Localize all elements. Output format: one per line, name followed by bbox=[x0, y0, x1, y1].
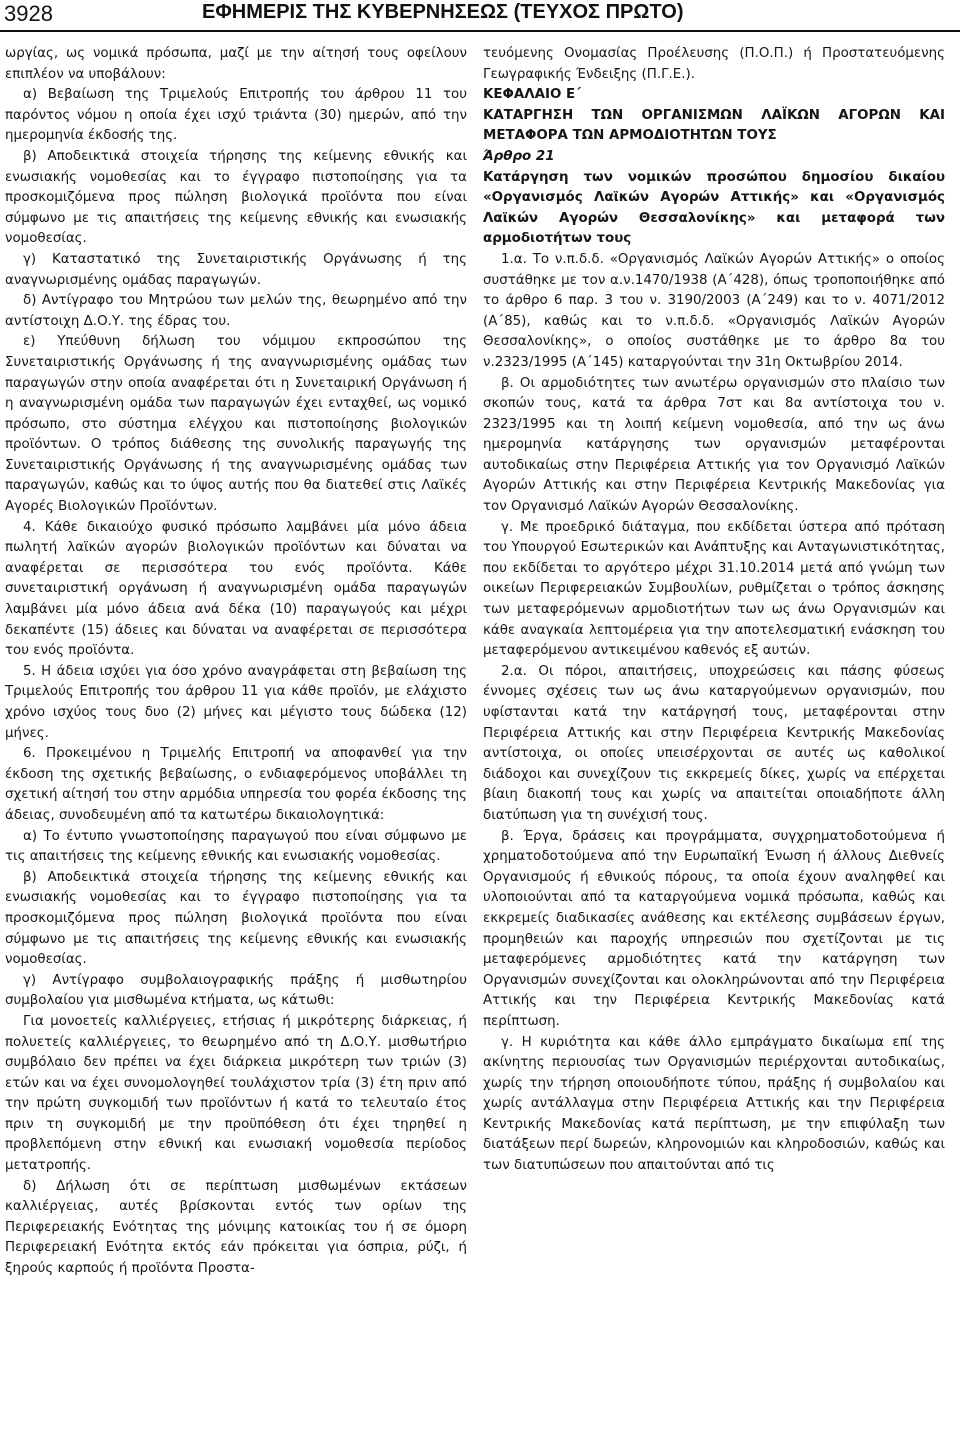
paragraph: ωργίας, ως νομικά πρόσωπα, μαζί με την αίτησή τους οφείλουν επιπλέον να υποβάλουν: bbox=[5, 46, 467, 82]
paragraph: τευόμενης Ονομασίας Προέλευσης (Π.Ο.Π.) ή Προστατευόμενης Γεωγραφικής Ένδειξης (Π.Γ.Ε.). bbox=[483, 46, 945, 82]
paragraph: δ) Αντίγραφο του Μητρώου των μελών της, θεωρημένο από την αντίστοιχη Δ.Ο.Υ. της έδρας του. bbox=[5, 293, 467, 329]
paragraph: ε) Υπεύθυνη δήλωση του νόμιμου εκπροσώπου της Συνεταιριστικής Οργάνωσης ή της αναγνωρισμένης ομάδας των παραγωγών στην οποία αναφέρεται ότι η Συνεταιρική Οργάνωση ή η αναγνωρισμένη ομάδα των παραγωγών έχει ενταχθεί, ως νομικό πρόσωπο, στο σύστημα ελέγχου και πιστοποίησης βιολογικών προϊόντων. Ο τρόπος διάθεσης της συνολικής παραγωγής της Συνεταιριστικής Οργάνωσης ή της αναγνωρισμένης ομάδας των παραγωγών, καθώς και το ύψος αυτής που θα διατεθεί στις Λαϊκές Αγορές Βιολογικών Προϊόντων. bbox=[5, 334, 467, 515]
paragraph: γ) Καταστατικό της Συνεταιριστικής Οργάνωσης ή της αναγνωρισμένης ομάδας παραγωγών. bbox=[5, 251, 467, 288]
journal-title: ΕΦΗΜΕΡΙΣ ΤΗΣ ΚΥΒΕΡΝΗΣΕΩΣ (ΤΕΥΧΟΣ ΠΡΩΤΟ) bbox=[202, 1, 684, 23]
page-number: 3928 bbox=[4, 1, 53, 26]
paragraph: γ. Με προεδρικό διάταγμα, που εκδίδεται ύστερα από πρόταση του Υπουργού Εσωτερικών και Ανάπτυξης και Ανταγωνιστικότητας, που εκδίδεται το αργότερο μέχρι 31.10.2014 μετά από γνώμη των οικείων Περιφερειακών Συμβουλίων, ρυθμίζεται ο τρόπος άσκησης των μεταφερόμενων αρμοδιοτήτων των ως άνω Οργανισμών και κάθε αναγκαία λεπτομέρεια για την αποτελεσματική ενάσκηση του μεταφερόμενου αντικειμένου καθενός εξ αυτών. bbox=[483, 519, 945, 659]
article-number: Άρθρο 21 bbox=[483, 148, 555, 164]
paragraph: α) Βεβαίωση της Τριμελούς Επιτροπής του άρθρου 11 του παρόντος νόμου η οποία έχει ισχύ τριάντα (30) ημερών, από την ημερομηνία έκδοσής της. bbox=[5, 87, 467, 144]
article-title: Κατάργηση των νομικών προσώπου δημοσίου δικαίου «Οργανισμός Λαϊκών Αγορών Αττικής» και «Οργανισμός Λαϊκών Αγορών Θεσσαλονίκης» και μεταφορά των αρμοδιοτήτων τους bbox=[483, 169, 945, 247]
paragraph: δ) Δήλωση ότι σε περίπτωση μισθωμένων εκτάσεων καλλιέργειας, αυτές βρίσκονται εντός των ορίων της Περιφερειακής Ενότητας της μόνιμης κατοικίας του ή σε όμορη Περιφερειακή Ενότητα εκτός εάν πρόκειται για όσπρια, ρύζι, ή ξηρούς καρπούς ή προϊόντα Προστα- bbox=[5, 1178, 467, 1277]
paragraph: β. Οι αρμοδιότητες των ανωτέρω οργανισμών στο πλαίσιο των σκοπών τους, κατά τα άρθρα 7στ και 8α αντίστοιχα του ν. 2323/1995 και τη λοιπή κείμενη νομοθεσία, από την ως άνω ημερομηνία κατάργησης των οργανισμών μεταφέρονται αυτοδικαίως στην Περιφέρεια Αττικής για τον Οργανισμό Λαϊκών Αγορών Αττικής και στην Περιφέρεια Κεντρικής Μακεδονίας για τον Οργανισμό Λαϊκών Αγορών Θεσσαλονίκης. bbox=[483, 375, 945, 515]
right-column bbox=[483, 44, 945, 1177]
paragraph: Για μονοετείς καλλιέργειες, ετήσιας ή μικρότερης διάρκειας, ή πολυετείς καλλιέργειες, το θεωρημένο από τη Δ.Ο.Υ. μισθωτήριο συμβόλαιο δεν πρέπει να έχει διάρκεια μικρότερη των τριών (3) ετών και να έχει συνομολογηθεί τουλάχιστον τρία (3) έτη πριν από την πρώτη συγκομιδή των προϊόντων ή κατά το τελευταίο έτος πριν τη συγκομιδή με την προϋπόθεση ότι έχει τηρηθεί η προβλεπόμενη στην εθνική και ενωσιακή νομοθεσία περίοδος μετατροπής. bbox=[5, 1013, 467, 1174]
paragraph: 5. Η άδεια ισχύει για όσο χρόνο αναγράφεται στη βεβαίωση της Τριμελούς Επιτροπής του άρθρου 11 για κάθε προϊόν, με ελάχιστο χρόνο ισχύος τους δυο (2) μήνες και μέγιστο τους δώδεκα (12) μήνες. bbox=[5, 663, 467, 741]
header-divider bbox=[0, 30, 960, 32]
paragraph: β) Αποδεικτικά στοιχεία τήρησης της κείμενης εθνικής και ενωσιακής νομοθεσίας και το έγγραφο πιστοποίησης για τα προσκομιζόμενα προς πώληση βιολογικά προϊόντα που είναι σύμφωνο με τις απαιτήσεις της κείμενης εθνικής και ενωσιακής νομοθεσίας. bbox=[5, 869, 467, 968]
paragraph: β. Έργα, δράσεις και προγράμματα, συγχρηματοδοτούμενα ή χρηματοδοτούμενα από την Ευρωπαϊκή Ένωση ή άλλους Διεθνείς Οργανισμούς ή εθνικούς πόρους, τα οποία έχουν αναληφθεί και υλοποιούνται από τα καταργούμενα νομικά πρόσωπα, καθώς και εκκρεμείς διαδικασίες ανάθεσης και εκτέλεσης συμβάσεων έργων, προμηθειών και παροχής υπηρεσιών που σχετίζονται με τις μεταφερόμενες αρμοδιότητες κατά την κατάργηση των Οργανισμών συνεχίζονται και ολοκληρώνονται από την Περιφέρεια Αττικής και την Περιφέρεια Κεντρικής Μακεδονίας κατά περίπτωση. bbox=[483, 828, 945, 1029]
chapter-title: ΚΕΦΑΛΑΙΟ Ε΄ bbox=[483, 87, 582, 103]
paragraph: β) Αποδεικτικά στοιχεία τήρησης της κείμενης εθνικής και ενωσιακής νομοθεσίας και το έγγραφο πιστοποίησης για τα προσκομιζόμενα προς πώληση βιολογικά προϊόντα που είναι σύμφωνο με τις απαιτήσεις της κείμενης εθνικής και ενωσιακής νομοθεσίας. bbox=[5, 148, 467, 247]
chapter-subtitle: ΚΑΤΑΡΓΗΣΗ ΤΩΝ ΟΡΓΑΝΙΣΜΩΝ ΛΑΪΚΩΝ ΑΓΟΡΩΝ ΚΑΙ ΜΕΤΑΦΟΡΑ ΤΩΝ ΑΡΜΟΔΙΟΤΗΤΩΝ ΤΟΥΣ bbox=[483, 107, 945, 144]
paragraph: 1.α. Το ν.π.δ.δ. «Οργανισμός Λαϊκών Αγορών Αττικής» ο οποίος συστάθηκε με τον α.ν.1470/1938 (Α΄428), όπως τροποποιήθηκε από το άρθρο 6 παρ. 3 του ν. 3190/2003 (Α΄249) και το ν. 4071/2012 (Α΄85), καθώς και το ν.π.δ.δ. «Οργανισμός Λαϊκών Αγορών Θεσσαλονίκης», ο οποίος συστάθηκε με το άρθρο 8α του ν.2323/1995 (Α΄145) καταργούνται την 31η Οκτωβρίου 2014. bbox=[483, 251, 945, 370]
page-header bbox=[0, 0, 960, 30]
paragraph: 6. Προκειμένου η Τριμελής Επιτροπή να αποφανθεί για την έκδοση της σχετικής βεβαίωσης, ο ενδιαφερόμενος υποβάλλει τη σχετική αίτησή του στην αρμόδια υπηρεσία του φορέα έκδοσης της άδειας, συνοδευμένη από τα κατωτέρω δικαιολογητικά: bbox=[5, 746, 467, 823]
paragraph: γ) Αντίγραφο συμβολαιογραφικής πράξης ή μισθωτηρίου συμβολαίου για μισθωμένα κτήματα, ως κάτωθι: bbox=[5, 972, 467, 1009]
paragraph: γ. Η κυριότητα και κάθε άλλο εμπράγματο δικαίωμα επί της ακίνητης περιουσίας των Οργανισμών περιέρχονται αυτοδικαίως, χωρίς την τήρηση οποιουδήποτε τύπου, πράξης ή συμβολαίου και χωρίς αντάλλαγμα στην Περιφέρεια Αττικής και την Περιφέρεια Κεντρικής Μακεδονίας κατά περίπτωση, με την επιφύλαξη των διατάξεων περί δωρεών, κληρονομιών και κληροδοσιών, καθώς και των διατυπώσεων που απαιτούνται από τις bbox=[483, 1034, 945, 1174]
paragraph: 4. Κάθε δικαιούχο φυσικό πρόσωπο λαμβάνει μία μόνο άδεια πωλητή λαϊκών αγορών βιολογικών προϊόντων και δύναται να αναφέρεται σε περισσότερα του ενός προϊόντα. Κάθε συνεταιριστική οργάνωση ή αναγνωρισμένη ομάδα παραγωγών λαμβάνει μία μόνο άδεια ανά δέκα (10) παραγωγούς και μέχρι δεκαπέντε (15) άδειες και δύναται να αναφέρεται σε περισσότερα του ενός προϊόντα. bbox=[5, 519, 467, 659]
left-column bbox=[5, 44, 467, 1280]
paragraph: 2.α. Οι πόροι, απαιτήσεις, υποχρεώσεις και πάσης φύσεως έννομες σχέσεις των ως άνω καταργούμενων οργανισμών, που υφίστανται κατά την κατάργησή τους, μεταφέρονται στην Περιφέρεια Αττικής και στην Περιφέρεια Κεντρικής Μακεδονίας αντίστοιχα, οι οποίες υπεισέρχονται σε αυτές ως καθολικοί διάδοχοι και συνεχίζουν τις εκκρεμείς δίκες, χωρίς να επέρχεται βίαιη διακοπή τους και χωρίς να απαιτείται οποιαδήποτε άλλη διατύπωση για τη συνέχισή τους. bbox=[483, 663, 945, 823]
paragraph: α) Το έντυπο γνωστοποίησης παραγωγού που είναι σύμφωνο με τις απαιτήσεις της κείμενης εθνικής και ενωσιακής νομοθεσίας. bbox=[5, 828, 467, 865]
